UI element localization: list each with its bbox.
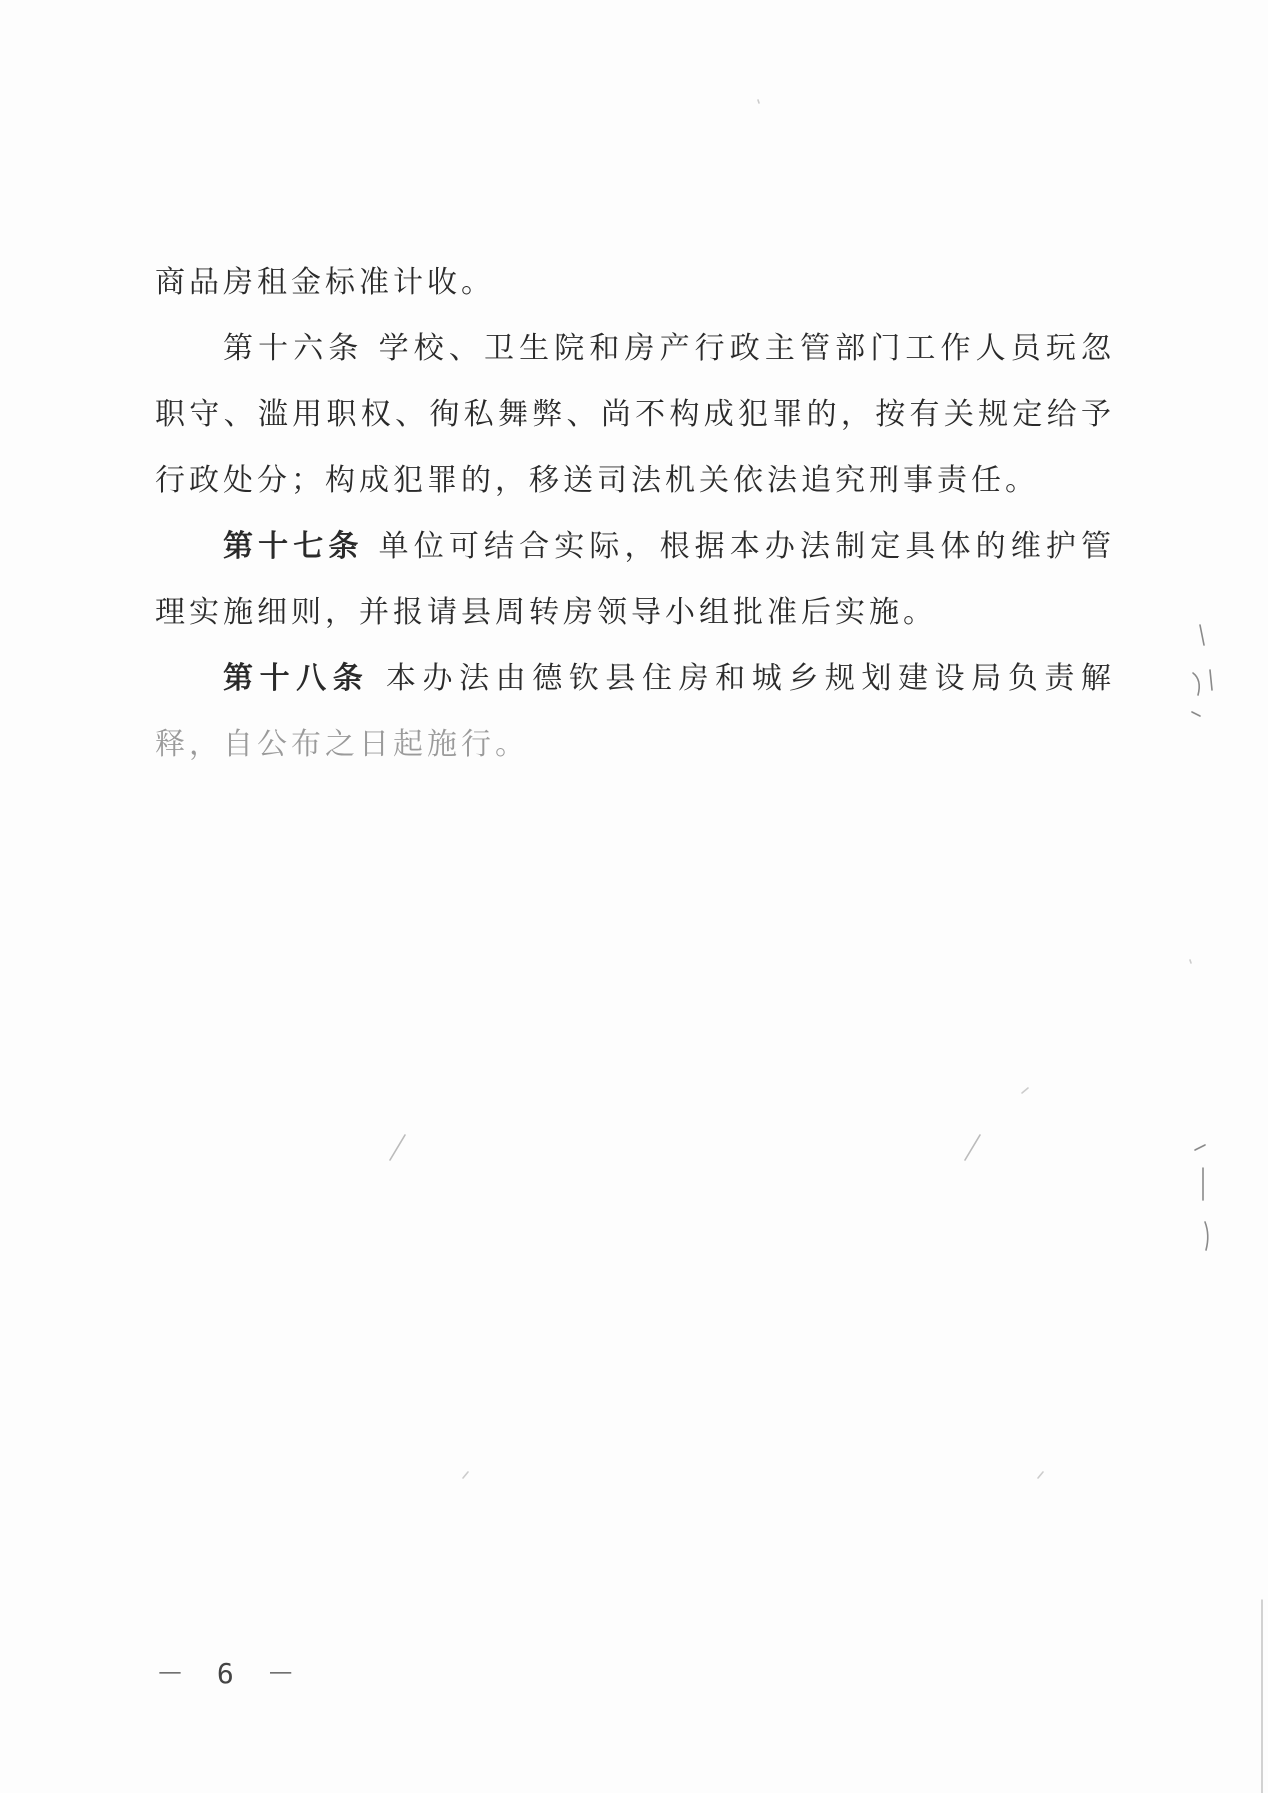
article-18-text-faded: 释，自公布之日起施行。 xyxy=(155,727,529,762)
article-16-heading: 第十六条 xyxy=(223,331,364,366)
article-16-text: 学校、卫生院和房产行政主管部门工作人员玩忽职守、滥用职权、徇私舞弊、尚不构成犯罪的，按有关规定给予行政处分；构成犯罪的，移送司法机关依法追究刑事责任。 xyxy=(155,331,1116,498)
page-number: － 6 － xyxy=(156,1657,303,1690)
article-18-text: 本办法由德钦县住房和城乡规划建设局负责解 xyxy=(383,661,1116,696)
article-18 xyxy=(155,646,1115,778)
paragraph-continued xyxy=(155,250,1115,316)
paragraph-text: 商品房租金标准计收。 xyxy=(155,265,495,300)
document-body xyxy=(155,250,1115,778)
article-17 xyxy=(155,514,1115,646)
article-17-text: 单位可结合实际，根据本办法制定具体的维护管理实施细则，并报请县周转房领导小组批准后实施。 xyxy=(155,529,1116,630)
article-17-heading: 第十七条 xyxy=(223,529,364,564)
article-18-heading: 第十八条 xyxy=(223,661,370,696)
article-16 xyxy=(155,316,1115,514)
